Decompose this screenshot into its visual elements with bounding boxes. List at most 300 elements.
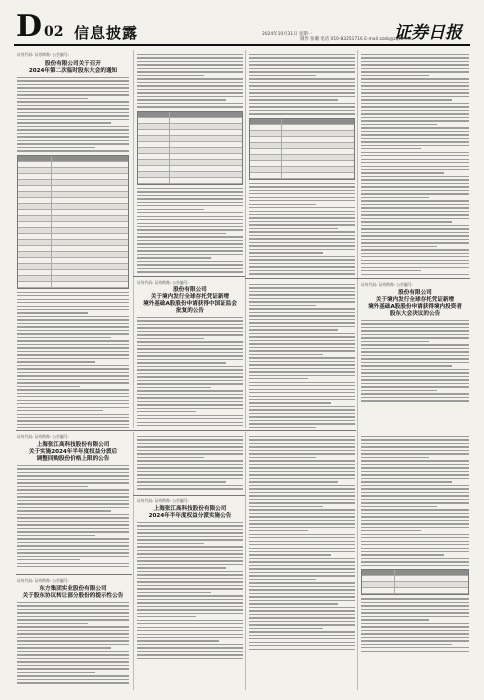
text-line: [361, 68, 469, 69]
text-line: [17, 514, 129, 515]
text-line: [249, 340, 355, 341]
text-line: [361, 558, 469, 559]
text-line: [137, 317, 243, 318]
text-line: [361, 124, 437, 125]
article-buyback-price: [17, 434, 129, 572]
text-line: [17, 414, 129, 415]
text-line: [17, 379, 129, 380]
text-line: [361, 393, 469, 394]
text-line: [17, 682, 129, 683]
text-line: [249, 308, 355, 309]
text-line: [17, 630, 129, 631]
text-line: [361, 246, 437, 247]
text-line: [17, 105, 129, 106]
text-line: [137, 383, 243, 384]
text-line: [361, 541, 469, 542]
article-body: [137, 436, 243, 490]
text-line: [17, 337, 111, 338]
text-line: [249, 439, 355, 440]
text-line: [137, 637, 243, 638]
text-line: [249, 572, 355, 573]
article-body: [137, 522, 243, 659]
text-line: [17, 605, 129, 606]
text-line: [137, 54, 243, 55]
text-line: [361, 397, 469, 398]
text-line: [249, 406, 355, 407]
text-line: [137, 271, 243, 272]
text-line: [137, 522, 243, 523]
text-line: [249, 305, 316, 306]
text-line: [17, 347, 129, 348]
text-line: [17, 292, 129, 293]
text-line: [249, 357, 355, 358]
text-line: [249, 621, 355, 622]
text-line: [361, 633, 469, 634]
article-continuation: [361, 52, 469, 276]
text-line: [17, 372, 129, 373]
text-line: [137, 75, 204, 76]
text-line: [249, 242, 355, 243]
text-line: [249, 420, 355, 421]
text-line: [17, 302, 129, 303]
text-line: [361, 383, 469, 384]
text-line: [17, 115, 129, 116]
text-line: [17, 358, 129, 359]
text-line: [137, 219, 243, 220]
text-line: [361, 200, 469, 201]
text-line: [361, 155, 469, 156]
table-row: [250, 173, 354, 179]
text-line: [361, 334, 469, 335]
text-line: [361, 640, 469, 641]
column-divider: [245, 50, 246, 428]
article-title: 股份有限公司关于召开 2024年第二次临时股东大会的通知: [28, 61, 118, 74]
text-line: [17, 654, 129, 655]
text-line: [249, 607, 355, 608]
text-line: [361, 481, 452, 482]
text-line: [249, 561, 355, 562]
text-line: [249, 520, 355, 521]
text-line: [361, 369, 469, 370]
text-line: [361, 520, 469, 521]
text-line: [361, 651, 469, 652]
date-line: 2024年10月31日 星期一: [262, 32, 313, 37]
text-line: [137, 195, 243, 196]
text-line: [361, 644, 452, 645]
text-line: [361, 228, 469, 229]
text-line: [361, 390, 437, 391]
article-body: [17, 602, 129, 684]
text-line: [361, 99, 452, 100]
text-line: [361, 256, 469, 257]
text-line: [137, 401, 243, 402]
text-line: [137, 236, 243, 237]
text-line: [361, 169, 469, 170]
text-line: [361, 82, 469, 83]
text-line: [249, 589, 355, 590]
text-line: [137, 588, 243, 589]
text-line: [361, 467, 469, 468]
text-line: [137, 474, 243, 475]
text-line: [249, 197, 355, 198]
text-line: [249, 492, 355, 493]
text-line: [137, 226, 243, 227]
text-line: [249, 235, 355, 236]
text-line: [249, 385, 355, 386]
text-line: [17, 528, 129, 529]
article-dividend: [137, 498, 243, 688]
text-line: [17, 133, 129, 134]
text-line: [249, 336, 355, 337]
text-line: [137, 243, 243, 244]
text-line: [249, 453, 355, 454]
text-line: [361, 488, 469, 489]
text-line: [137, 595, 243, 596]
text-line: [249, 224, 355, 225]
text-line: [249, 96, 355, 97]
text-line: [249, 389, 355, 390]
text-line: [361, 274, 469, 275]
text-line: [361, 242, 469, 243]
text-line: [249, 460, 355, 461]
text-line: [137, 567, 226, 568]
article-body: [17, 465, 129, 567]
text-line: [361, 193, 469, 194]
text-line: [249, 89, 355, 90]
text-line: [361, 190, 469, 191]
text-line: [361, 78, 469, 79]
text-line: [249, 471, 355, 472]
column-divider: [133, 50, 134, 428]
text-line: [361, 362, 469, 363]
text-line: [137, 387, 211, 388]
text-line: [361, 376, 469, 377]
text-line: [249, 474, 355, 475]
text-line: [137, 71, 243, 72]
text-line: [249, 568, 355, 569]
text-line: [137, 609, 243, 610]
text-line: [137, 415, 243, 416]
section-title: 信息披露: [74, 24, 139, 42]
text-line: [249, 610, 355, 611]
article-body: [249, 54, 355, 115]
text-line: [361, 110, 469, 111]
text-line: [249, 495, 355, 496]
article-share-transfer: [17, 578, 129, 688]
text-line: [17, 417, 129, 418]
text-line: [249, 427, 316, 428]
text-line: [361, 263, 469, 264]
text-line: [137, 647, 243, 648]
text-line: [361, 351, 469, 352]
text-line: [17, 368, 129, 369]
article-body: [361, 54, 469, 276]
text-line: [249, 548, 355, 549]
text-line: [249, 103, 355, 104]
text-line: [361, 327, 469, 328]
text-line: [17, 668, 129, 669]
text-line: [249, 537, 355, 538]
text-line: [249, 291, 355, 292]
text-line: [137, 57, 243, 58]
text-line: [249, 312, 355, 313]
article-divider: [245, 278, 470, 279]
text-line: [249, 61, 355, 62]
text-line: [361, 355, 469, 356]
text-line: [249, 378, 308, 379]
text-line: [361, 400, 469, 401]
article-body: [361, 320, 469, 402]
text-line: [361, 186, 469, 187]
text-line: [361, 71, 469, 72]
text-line: [249, 382, 355, 383]
text-line: [17, 531, 129, 532]
text-line: [17, 299, 129, 300]
text-line: [249, 485, 355, 486]
text-line: [249, 71, 355, 72]
text-line: [137, 581, 243, 582]
text-line: [17, 545, 129, 546]
text-line: [17, 465, 129, 466]
text-line: [249, 256, 355, 257]
page-letter: D: [16, 9, 43, 44]
text-line: [137, 369, 243, 370]
text-line: [361, 386, 469, 387]
text-line: [249, 464, 355, 465]
text-line: [249, 645, 355, 646]
article-code: 证券代码: 证券简称: 公告编号:: [137, 498, 189, 503]
text-line: [249, 64, 355, 65]
text-line: [17, 524, 129, 525]
text-line: [361, 495, 469, 496]
text-line: [137, 320, 243, 321]
article-title: 股份有限公司 关于境内发行全球存托凭证新增 境外基础A股股份申请获得中国证监会 批复的公告: [143, 287, 237, 314]
text-line: [361, 565, 469, 566]
text-line: [17, 344, 129, 345]
text-line: [17, 482, 129, 483]
text-line: [17, 365, 129, 366]
text-line: [17, 633, 129, 634]
text-line: [249, 347, 355, 348]
text-line: [249, 333, 355, 334]
text-line: [17, 361, 95, 362]
text-line: [361, 183, 469, 184]
text-line: [137, 78, 243, 79]
text-line: [361, 270, 421, 271]
text-line: [249, 326, 355, 327]
text-line: [137, 188, 243, 189]
article-continuation: [361, 434, 469, 688]
text-line: [137, 436, 243, 437]
text-line: [137, 261, 243, 262]
text-line: [249, 57, 355, 58]
text-line: [361, 253, 469, 254]
text-line: [17, 619, 129, 620]
text-line: [17, 427, 129, 428]
article-body: [249, 183, 355, 276]
text-line: [249, 499, 355, 500]
text-line: [361, 61, 469, 62]
text-line: [249, 579, 316, 580]
article-body: [361, 598, 469, 652]
text-line: [17, 640, 129, 641]
text-line: [361, 509, 469, 510]
text-line: [137, 532, 243, 533]
text-line: [137, 89, 243, 90]
text-line: [249, 565, 355, 566]
text-line: [249, 516, 355, 517]
text-line: [137, 546, 243, 547]
text-line: [361, 492, 469, 493]
text-line: [137, 443, 243, 444]
text-line: [137, 362, 226, 363]
article-body: [17, 292, 129, 428]
text-line: [249, 628, 323, 629]
text-line: [17, 316, 129, 317]
text-line: [137, 376, 243, 377]
text-line: [249, 217, 355, 218]
page-number: 02: [44, 24, 64, 40]
text-line: [137, 658, 243, 659]
text-line: [17, 129, 129, 130]
text-line: [17, 475, 129, 476]
text-line: [17, 665, 129, 666]
text-line: [137, 571, 243, 572]
text-line: [361, 214, 469, 215]
text-line: [137, 592, 211, 593]
text-line: [17, 312, 88, 313]
text-line: [17, 354, 129, 355]
text-line: [137, 352, 243, 353]
article-code: 证券代码: 证券简称: 公告编号:: [17, 52, 69, 57]
text-line: [361, 172, 444, 173]
text-line: [249, 631, 355, 632]
text-line: [249, 193, 355, 194]
text-line: [17, 351, 129, 352]
text-line: [249, 586, 355, 587]
text-line: [249, 270, 355, 271]
text-line: [137, 557, 243, 558]
text-line: [17, 77, 129, 78]
text-line: [361, 372, 469, 373]
text-line: [249, 249, 355, 250]
text-line: [137, 82, 243, 83]
text-line: [137, 599, 243, 600]
text-line: [137, 481, 226, 482]
text-line: [137, 355, 243, 356]
column-divider: [245, 432, 246, 690]
text-line: [137, 257, 211, 258]
text-line: [361, 344, 469, 345]
text-line: [137, 209, 204, 210]
text-line: [361, 530, 421, 531]
table-row: [362, 588, 468, 594]
text-line: [249, 322, 355, 323]
text-line: [137, 96, 243, 97]
text-line: [361, 197, 429, 198]
article-shareholder-meeting: [17, 52, 129, 428]
article-title: 上海张江高科技股份有限公司 关于实施2024年半年度权益分派后 调整回购股份价格上限的公告: [28, 442, 118, 462]
text-line: [137, 488, 243, 489]
text-line: [17, 330, 129, 331]
text-line: [249, 467, 355, 468]
text-line: [249, 245, 355, 246]
text-line: [249, 284, 355, 285]
text-line: [249, 541, 355, 542]
text-line: [137, 627, 243, 628]
text-line: [137, 233, 226, 234]
text-line: [137, 422, 243, 423]
text-line: [249, 575, 355, 576]
text-line: [137, 418, 243, 419]
text-line: [361, 145, 469, 146]
text-line: [361, 464, 469, 465]
text-line: [17, 87, 129, 88]
text-line: [361, 221, 452, 222]
text-line: [249, 409, 355, 410]
text-line: [361, 249, 469, 250]
text-line: [361, 379, 469, 380]
text-line: [137, 525, 243, 526]
header-rule: [14, 44, 470, 46]
text-line: [361, 75, 429, 76]
data-table: [249, 118, 355, 180]
text-line: [249, 635, 355, 636]
text-line: [361, 478, 469, 479]
text-line: [361, 365, 452, 366]
text-line: [137, 240, 243, 241]
text-line: [361, 113, 469, 114]
text-line: [249, 478, 355, 479]
text-line: [137, 620, 243, 621]
article-continuation: [137, 434, 243, 494]
text-line: [361, 602, 469, 603]
text-line: [17, 386, 80, 387]
article-gdr-meeting: [249, 282, 469, 428]
text-line: [17, 559, 80, 560]
text-line: [137, 616, 196, 617]
text-line: [361, 623, 469, 624]
text-line: [137, 397, 243, 398]
text-line: [361, 320, 469, 321]
text-line: [17, 112, 129, 113]
text-line: [137, 634, 243, 635]
text-line: [137, 453, 243, 454]
text-line: [249, 523, 355, 524]
text-line: [137, 223, 243, 224]
text-line: [249, 54, 355, 55]
text-line: [249, 436, 355, 437]
text-line: [249, 301, 355, 302]
text-line: [361, 457, 429, 458]
text-line: [361, 358, 469, 359]
text-line: [17, 644, 129, 645]
text-line: [249, 530, 308, 531]
text-line: [17, 295, 129, 296]
text-line: [249, 78, 355, 79]
text-line: [17, 136, 129, 137]
text-line: [17, 91, 129, 92]
text-line: [137, 404, 243, 405]
text-line: [361, 207, 469, 208]
text-line: [17, 400, 129, 401]
page-header: [0, 0, 484, 44]
text-line: [361, 616, 469, 617]
text-line: [249, 502, 355, 503]
text-line: [361, 54, 469, 55]
text-line: [137, 439, 243, 440]
text-line: [249, 221, 355, 222]
